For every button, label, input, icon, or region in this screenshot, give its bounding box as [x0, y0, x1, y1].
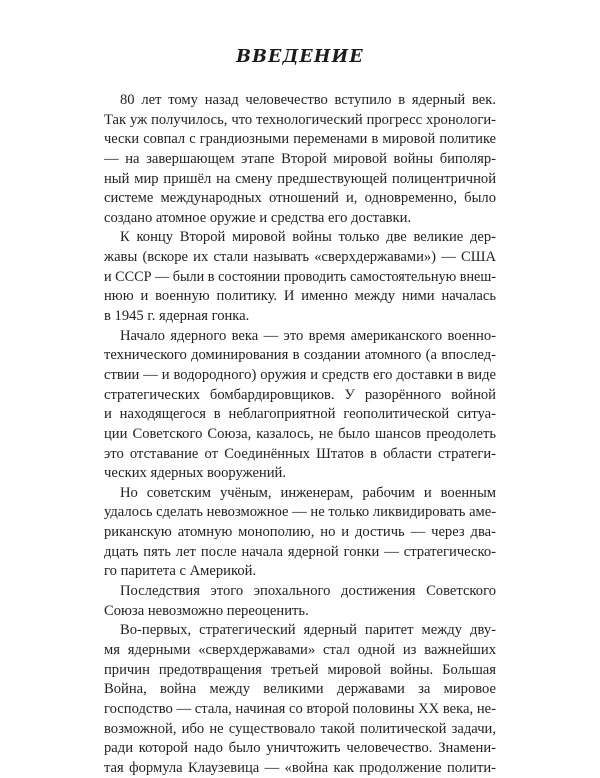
text-line: стратегических бомбардировщиков. У разорённого войной	[104, 386, 496, 403]
text-line: — на завершающем этапе Второй мировой войны биполяр-	[104, 150, 496, 167]
text-line: в 1945 г. ядерная гонка.	[104, 308, 250, 325]
text-line: 80 лет тому назад человечество вступило в ядерный век.	[120, 92, 496, 108]
text-line: технического доминирования в создании атомного (а впослед-	[104, 347, 496, 364]
text-line: риканскую атомную монополию, но и достичь — через два-	[104, 524, 496, 541]
text-line: ради которой надо было уничтожить человечество. Знамени-	[104, 740, 496, 757]
text-line: создано атомное оружие и средства его доставки.	[104, 209, 412, 226]
text-line: Во-первых, стратегический ядерный паритет между дву-	[120, 622, 496, 639]
text-line: К концу Второй мировой войны только две великие дер-	[120, 229, 496, 246]
text-line: это отставание от Соединённых Штатов в области стратеги-	[104, 445, 496, 462]
text-line: жавы (вскоре их стали называть «сверхдержавами») — США	[104, 249, 496, 266]
text-line: Война, война между великими державами за мировое	[104, 681, 496, 698]
text-line: нюю и военную политику. И именно между ними началась	[104, 288, 496, 305]
text-line: ный мир пришёл на смену предшествующей полицентричной	[104, 170, 496, 187]
text-line: чески совпал с грандиозными переменами в мировой политике	[104, 131, 496, 148]
text-line: Но советским учёным, инженерам, рабочим и военным	[120, 484, 496, 501]
text-line: системе международных отношений и, одновременно, было	[104, 190, 496, 207]
text-line: и находящегося в неблагоприятной геополитической ситуа-	[104, 406, 496, 423]
text-line: возможной, ибо не существовало такой политической задачи,	[104, 720, 496, 737]
text-line: Начало ядерного века — это время американского военно-	[120, 327, 496, 344]
text-line: тая формула Клаузевица — «война как продолжение полити-	[104, 759, 496, 776]
text-line: мя ядерными «сверхдержавами» стал одной из важнейших	[104, 641, 496, 658]
text-line: Последствия этого эпохального достижения Советского	[120, 583, 496, 600]
chapter-heading: ВВЕДЕНИЕ	[236, 47, 364, 67]
text-line: дцать пять лет после начала ядерной гонки — стратегическо-	[104, 543, 496, 560]
text-line: удалось сделать невозможное — не только ликвидировать аме-	[104, 504, 496, 521]
text-line: ствии — и водородного) оружия и средств его доставки в виде	[104, 366, 496, 383]
body-text	[104, 91, 496, 778]
text-line: ческих ядерных вооружений.	[104, 465, 287, 482]
text-line: причин предотвращения третьей мировой войны. Большая	[104, 661, 496, 678]
text-line: Так уж получилось, что технологический прогресс хронологи-	[104, 111, 496, 128]
text-line: и СССР — были в состоянии проводить самостоятельную внеш-	[104, 268, 496, 285]
text-line: го паритета с Америкой.	[104, 563, 257, 580]
text-line: господство — стала, начиная со второй половины XX века, не-	[104, 700, 496, 717]
text-line: Союза невозможно переоценить.	[104, 602, 309, 619]
text-line: ции Советского Союза, казалось, не было шансов преодолеть	[104, 425, 496, 442]
